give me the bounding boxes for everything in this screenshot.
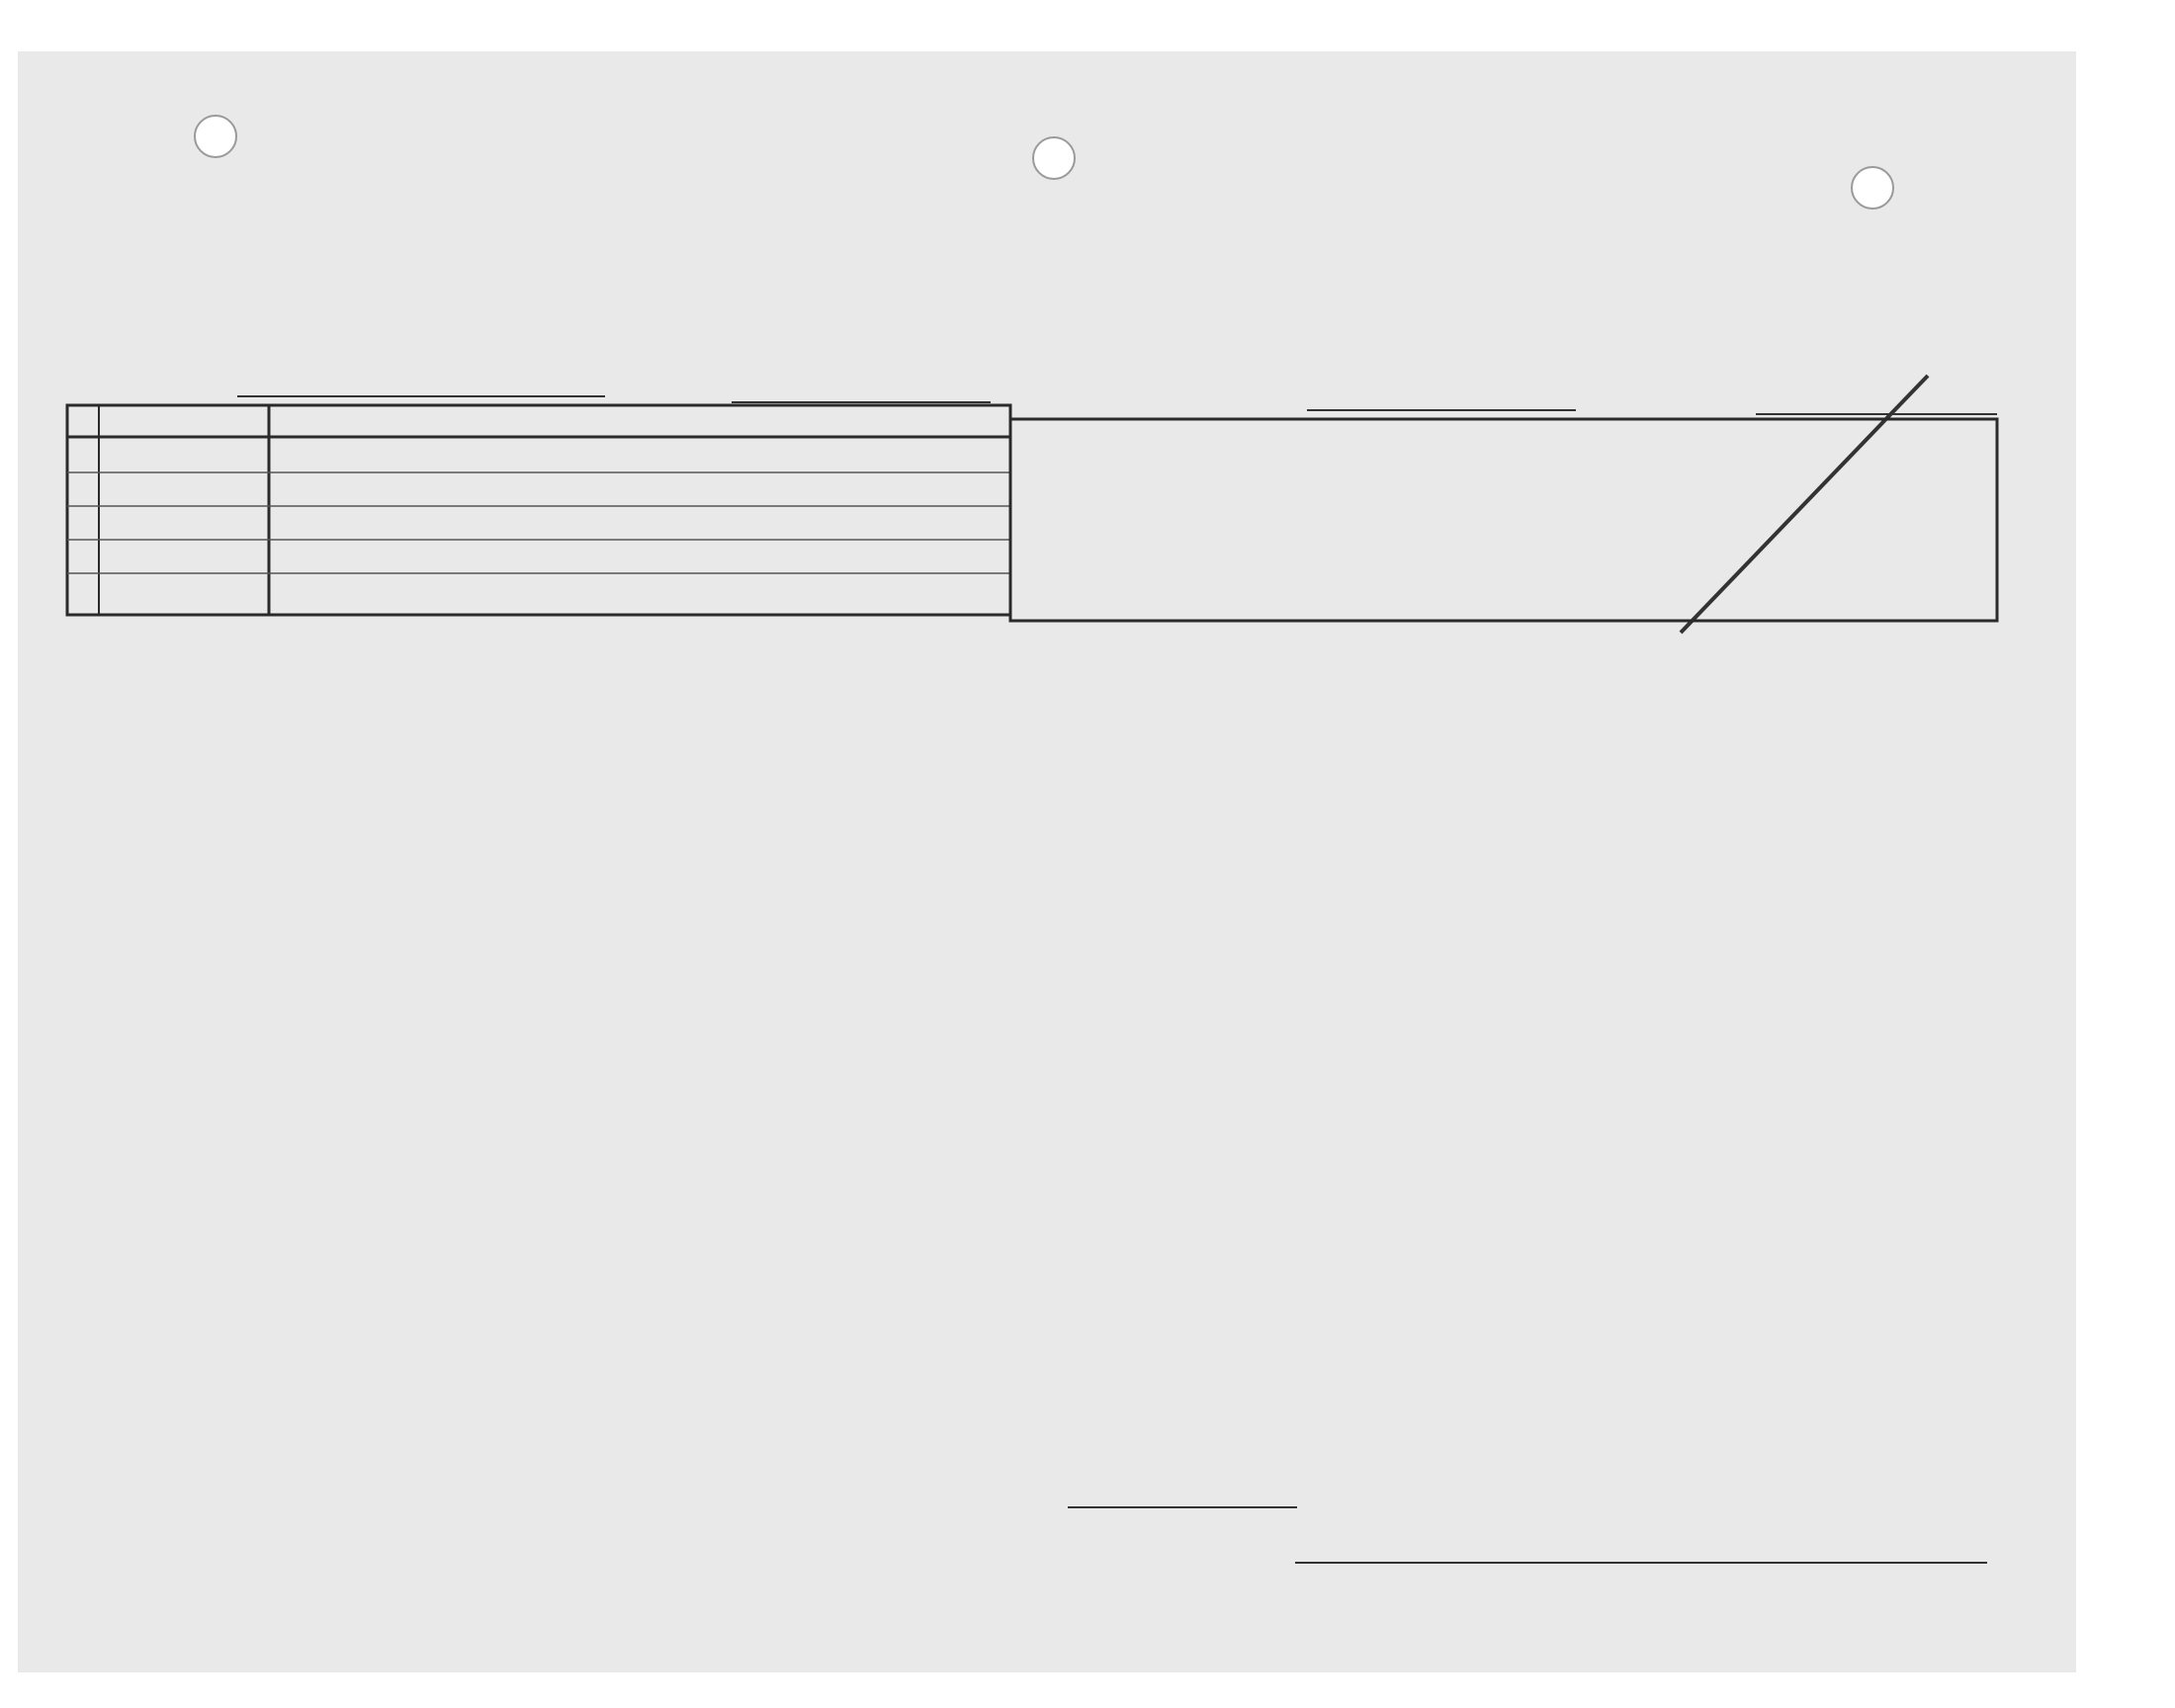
signature-line (1295, 1562, 1987, 1564)
values-reported-line (1068, 1506, 1297, 1508)
